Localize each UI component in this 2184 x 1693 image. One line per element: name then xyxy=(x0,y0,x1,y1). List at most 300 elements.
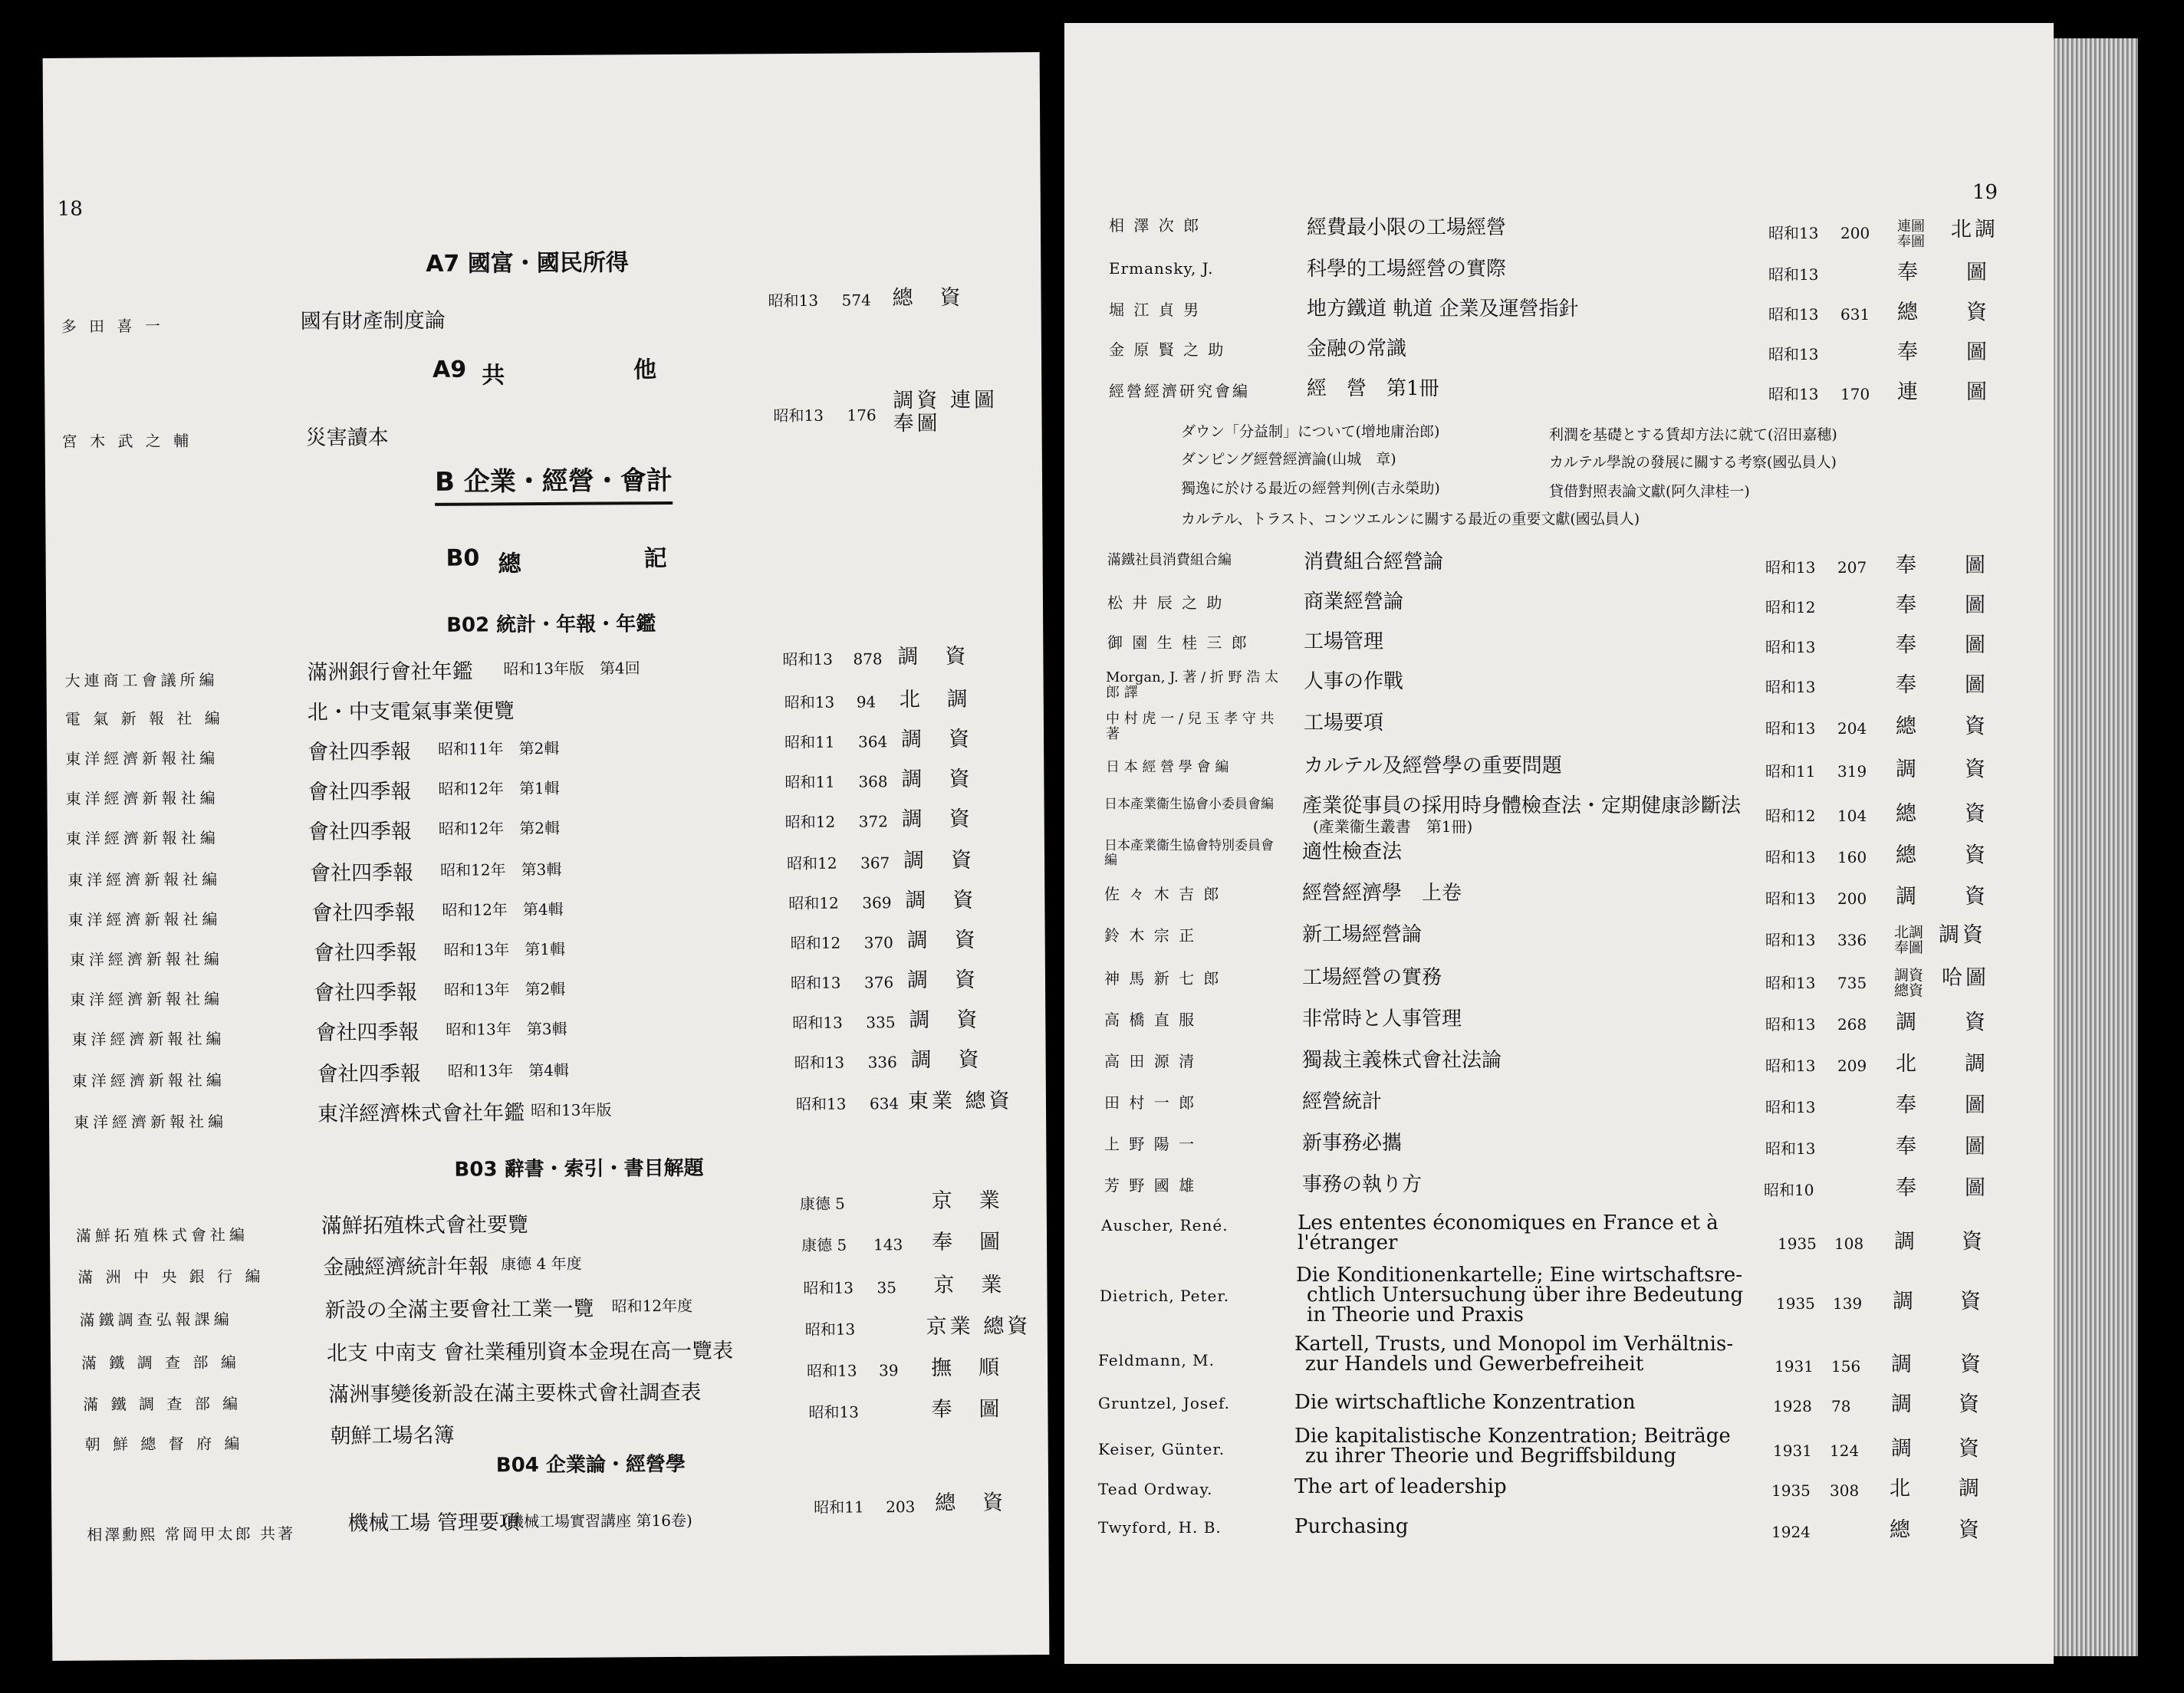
entry-location-2: 資 xyxy=(1960,1290,1984,1313)
entry-title: 災害讀本 xyxy=(305,426,389,450)
entry-pages: 200 xyxy=(1840,224,1870,242)
entry-pages: 268 xyxy=(1837,1015,1867,1034)
entry-title: 科學的工場經營の實際 xyxy=(1307,258,1507,281)
entry-era: 昭和12 xyxy=(786,853,837,873)
entry-location-2: 圖 xyxy=(1966,380,1990,404)
entry-title-line3: in Theorie und Praxis xyxy=(1307,1303,1524,1326)
entry-subtitle: 昭和13年 第1輯 xyxy=(443,939,565,959)
entry-author: 相 澤 次 郎 xyxy=(1109,216,1202,235)
entry-author: Morgan, J. 著 / 折 野 浩 太 郎 譯 xyxy=(1106,669,1279,701)
entry-location-2: 圖 xyxy=(1965,633,1988,657)
entry-subtitle: 康德 4 年度 xyxy=(501,1254,582,1274)
entry-subtitle: 昭和13年 第2輯 xyxy=(443,979,566,999)
left-page xyxy=(43,52,1050,1661)
entry-location: 調 資 xyxy=(905,888,977,913)
entry-era: 昭和13 xyxy=(792,1013,843,1033)
entry-title: 人事の作戰 xyxy=(1304,670,1404,693)
entry-era: 昭和13 xyxy=(1765,1098,1816,1116)
entry-title: 滿洲銀行會社年鑑 xyxy=(307,659,473,685)
entry-year: 1931 xyxy=(1774,1357,1814,1376)
entry-location-1: 北調 奉圖 xyxy=(1894,924,1924,956)
section-heading-a9-word1: 共 xyxy=(482,362,505,390)
entry-location-2: 資 xyxy=(1959,1437,1982,1461)
entry-location: 調 資 xyxy=(906,968,979,993)
entry-location-2: 資 xyxy=(1965,885,1988,909)
entry-location-1: 奉 xyxy=(1896,593,1919,617)
entry-author: 滿 洲 中 央 銀 行 編 xyxy=(77,1267,265,1287)
entry-author: 滿鐵社員消費組合編 xyxy=(1107,552,1232,568)
entry-era: 昭和11 xyxy=(784,772,835,792)
contents-item: ダンピング經營經濟論(山城 章) xyxy=(1181,451,1396,468)
entry-title: 商業經營論 xyxy=(1304,590,1404,613)
entry-location-1: 奉 xyxy=(1896,1093,1919,1117)
entry-title: 機械工場 管理要項 xyxy=(347,1511,520,1536)
entry-author: 滿鐵調查弘報課編 xyxy=(79,1310,233,1330)
entry-subtitle: 昭和12年 第2輯 xyxy=(438,818,561,838)
entry-title-line2: zu ihrer Theorie und Begriffsbildung xyxy=(1305,1445,1676,1468)
entry-location-2: 調資 xyxy=(1939,923,1986,947)
entry-title: 經費最小限の工場經營 xyxy=(1307,216,1507,239)
entry-era: 昭和12 xyxy=(784,812,836,832)
entry-location-2: 資 xyxy=(1962,1230,1985,1254)
entry-pages: 368 xyxy=(858,772,888,791)
entry-location-1: 奉 xyxy=(1897,261,1921,284)
page-number: 18 xyxy=(57,197,84,221)
entry-author: Feldmann, M. xyxy=(1098,1351,1215,1369)
entry-title-line2: zur Handels und Gewerbefreiheit xyxy=(1305,1353,1644,1376)
entry-location-2: 資 xyxy=(1960,1353,1984,1376)
entry-author: Twyford, H. B. xyxy=(1098,1518,1222,1537)
entry-author: 相澤勳熙 常岡甲太郎 共著 xyxy=(87,1524,296,1544)
entry-pages: 369 xyxy=(862,893,892,912)
entry-era: 昭和12 xyxy=(1765,807,1816,825)
entry-title: 會社四季報 xyxy=(308,820,412,844)
entry-location-1: 奉 xyxy=(1896,554,1919,577)
entry-subtitle: (產業衞生叢書 第1冊) xyxy=(1313,817,1473,836)
section-heading-a9-word2: 他 xyxy=(633,357,657,384)
entry-era: 昭和12 xyxy=(790,933,841,953)
entry-location: 京業 總資 xyxy=(926,1314,1031,1339)
entry-era: 昭和13 xyxy=(1765,1139,1816,1158)
entry-title-line1: Die Konditionenkartelle; Eine wirtschaftsre- xyxy=(1296,1264,1743,1287)
entry-pages: 170 xyxy=(1840,385,1870,403)
entry-era: 昭和13 xyxy=(784,692,835,712)
right-page xyxy=(1064,23,2054,1664)
entry-location: 調資 連圖 xyxy=(893,388,998,413)
entry-subtitle: 昭和12年 第3輯 xyxy=(440,860,562,879)
entry-title: 工場管理 xyxy=(1304,630,1384,653)
entry-author: 滿 鐵 調 查 部 編 xyxy=(83,1394,242,1414)
entry-location: 總 資 xyxy=(892,285,964,311)
entry-author: 電 氣 新 報 社 編 xyxy=(64,708,224,728)
entry-pages: 335 xyxy=(866,1013,896,1032)
entry-title: 會社四季報 xyxy=(310,861,414,886)
section-heading-b04: B04 企業論・經營學 xyxy=(495,1452,686,1478)
entry-era: 昭和13 xyxy=(1765,931,1816,949)
entry-year: 1924 xyxy=(1771,1523,1811,1541)
entry-author: 日本產業衞生協會特別委員會編 xyxy=(1104,838,1274,868)
entry-location-1: 調 xyxy=(1896,885,1919,909)
entry-author: 日 本 經 營 學 會 編 xyxy=(1106,759,1229,775)
entry-author: Keiser, Günter. xyxy=(1098,1440,1225,1458)
entry-title-line1: Les ententes économiques en France et à xyxy=(1298,1211,1719,1234)
entry-author: 經營經濟研究會編 xyxy=(1109,382,1250,400)
entry-author: 大連商工會議所編 xyxy=(64,670,219,690)
entry-author: 東洋經濟新報社編 xyxy=(65,788,219,808)
entry-location-1: 奉 xyxy=(1897,340,1921,364)
entry-subtitle: (機械工場實習講座 第16卷) xyxy=(502,1511,692,1531)
entry-pages: 735 xyxy=(1837,974,1867,992)
entry-era: 昭和13 xyxy=(768,291,819,311)
entry-title: 東洋經濟株式會社年鑑 xyxy=(317,1101,525,1126)
entry-title: 會社四季報 xyxy=(308,740,412,764)
entry-pages: 39 xyxy=(879,1361,899,1380)
entry-author: 多 田 喜 一 xyxy=(61,317,164,336)
entry-pages: 124 xyxy=(1830,1442,1860,1460)
entry-author: 堀 江 貞 男 xyxy=(1109,301,1202,319)
entry-location: 撫 順 xyxy=(930,1356,1003,1380)
entry-location: 北 調 xyxy=(899,687,971,712)
contents-item: 利潤を基礎とする賃却方法に就て(沼田嘉穗) xyxy=(1549,426,1837,443)
entry-location-1: 連圖 奉圖 xyxy=(1897,219,1925,250)
entry-era: 昭和13 xyxy=(1768,345,1819,363)
entry-location: 調 資 xyxy=(901,767,973,792)
entry-title: 朝鮮工場名簿 xyxy=(330,1423,455,1448)
entry-location-1: 總 xyxy=(1896,843,1919,867)
entry-era: 昭和12 xyxy=(788,893,839,913)
entry-title: 消費組合經營論 xyxy=(1304,551,1444,574)
entry-era: 昭和13 xyxy=(1765,848,1816,866)
page-number: 19 xyxy=(1972,181,1998,204)
entry-title: 產業從事員の採用時身體檢查法・定期健康診斷法 xyxy=(1302,794,1742,817)
entry-title: 事務の執り方 xyxy=(1302,1173,1423,1196)
entry-subtitle: 昭和13年版 xyxy=(530,1100,612,1120)
entry-author: 東洋經濟新報社編 xyxy=(71,1029,225,1049)
entry-location: 調 資 xyxy=(900,727,973,752)
entry-subtitle: 昭和12年度 xyxy=(611,1296,693,1316)
entry-title: 會社四季報 xyxy=(315,1021,419,1045)
entry-title-line1: Purchasing xyxy=(1294,1515,1409,1538)
entry-era: 昭和13 xyxy=(1768,224,1819,242)
entry-title-line1: Die kapitalistische Konzentration; Beiträge xyxy=(1294,1425,1731,1448)
entry-location-2: 北調 xyxy=(1951,218,1998,242)
entry-pages: 367 xyxy=(860,853,890,873)
section-heading-b03: B03 辭書・索引・書目解題 xyxy=(454,1156,704,1182)
entry-location-1: 總 xyxy=(1890,1518,1913,1542)
entry-location: 東業 總資 xyxy=(907,1089,1013,1114)
entry-era: 昭和13 xyxy=(1765,1057,1816,1075)
entry-era: 昭和13 xyxy=(795,1094,847,1114)
entry-author: 芳 野 國 雄 xyxy=(1104,1176,1197,1195)
entry-pages: 878 xyxy=(853,649,883,669)
entry-location-2: 資 xyxy=(1965,843,1988,867)
entry-location-1: 調 xyxy=(1896,758,1919,781)
entry-era: 昭和13 xyxy=(1765,974,1816,992)
entry-pages: 207 xyxy=(1837,558,1867,577)
entry-year: 1935 xyxy=(1776,1294,1815,1313)
entry-location-1: 北 xyxy=(1896,1052,1919,1076)
entry-location-2: 資 xyxy=(1959,1518,1982,1542)
entry-location-2: 資 xyxy=(1965,802,1988,826)
entry-location: 調 資 xyxy=(906,928,979,953)
entry-pages: 143 xyxy=(873,1235,903,1254)
entry-title: 滿鮮拓殖株式會社要覽 xyxy=(321,1213,529,1238)
entry-author: 東洋經濟新報社編 xyxy=(69,949,223,969)
contents-item: 獨逸に於ける最近の經營判例(吉永榮助) xyxy=(1181,480,1440,497)
entry-pages: 336 xyxy=(1837,931,1867,949)
entry-year: 1928 xyxy=(1773,1397,1812,1415)
entry-title: 北・中支電氣事業便覽 xyxy=(307,699,515,725)
entry-location-1: 總 xyxy=(1896,802,1919,826)
entry-title: 會社四季報 xyxy=(313,981,418,1005)
entry-location-2: 圖 xyxy=(1965,593,1988,617)
entry-pages: 370 xyxy=(863,933,893,952)
entry-title: 經營統計 xyxy=(1302,1090,1383,1113)
entry-location-2: 哈圖 xyxy=(1942,966,1989,990)
entry-pages: 176 xyxy=(847,406,877,425)
entry-era: 昭和13 xyxy=(790,973,841,993)
entry-era: 昭和13 xyxy=(1765,889,1816,908)
entry-era: 昭和13 xyxy=(807,1361,857,1380)
entry-location-2: 調 xyxy=(1965,1052,1988,1076)
entry-location: 調 資 xyxy=(909,1008,981,1033)
entry-location-2: 資 xyxy=(1965,1011,1988,1034)
entry-author: 田 村 一 郎 xyxy=(1104,1093,1197,1112)
contents-item: カルテル學說の發展に關する考察(國弘員人) xyxy=(1549,454,1837,471)
entry-location: 調 資 xyxy=(903,848,975,873)
entry-author: Ermansky, J. xyxy=(1109,259,1214,278)
entry-author: 東洋經濟新報社編 xyxy=(74,1112,228,1132)
entry-location-2: 調 xyxy=(1959,1477,1982,1501)
entry-era: 昭和13 xyxy=(1768,385,1819,403)
entry-era: 昭和13 xyxy=(1765,638,1816,656)
entry-title: 工場經營の實務 xyxy=(1302,966,1442,989)
entry-era: 昭和13 xyxy=(782,649,833,669)
entry-era: 昭和13 xyxy=(803,1278,854,1297)
entry-location-1: 奉 xyxy=(1896,1176,1919,1200)
entry-era: 昭和13 xyxy=(1765,558,1816,577)
entry-title: 新工場經營論 xyxy=(1302,923,1423,946)
entry-location-1: 調 xyxy=(1893,1290,1916,1313)
entry-author: Dietrich, Peter. xyxy=(1100,1287,1230,1305)
entry-era: 昭和13 xyxy=(1768,305,1819,324)
entry-title: 會社四季報 xyxy=(311,901,416,925)
entry-location-1: 北 xyxy=(1890,1477,1913,1501)
entry-pages: 308 xyxy=(1830,1481,1860,1500)
entry-location-2: 圖 xyxy=(1965,1176,1988,1200)
entry-author: Auscher, René. xyxy=(1101,1216,1228,1234)
entry-location-2: 資 xyxy=(1966,301,1990,324)
entry-year: 1935 xyxy=(1778,1234,1817,1253)
entry-location-2: 圖 xyxy=(1965,1093,1988,1117)
entry-era: 昭和13 xyxy=(1765,719,1816,738)
entry-title: 經營經濟學 上卷 xyxy=(1302,882,1462,905)
entry-title: 會社四季報 xyxy=(317,1062,421,1086)
entry-location-1: 連 xyxy=(1897,380,1921,404)
entry-author: 御 園 生 桂 三 郎 xyxy=(1107,633,1249,652)
entry-title: 金融の常識 xyxy=(1307,337,1407,360)
entry-era: 昭和13 xyxy=(804,1320,856,1339)
entry-title: 經 營 第1冊 xyxy=(1307,377,1439,400)
entry-era: 康德 5 xyxy=(801,1235,847,1254)
entry-location: 奉 圖 xyxy=(931,1230,1004,1254)
entry-location-1: 調 xyxy=(1891,1392,1915,1416)
entry-author: Tead Ordway. xyxy=(1098,1480,1213,1498)
entry-author: 滿鮮拓殖株式會社編 xyxy=(75,1225,249,1245)
entry-location: 京 業 xyxy=(931,1188,1003,1213)
entry-author: 東洋經濟新報社編 xyxy=(65,828,219,848)
entry-location-2: 資 xyxy=(1965,715,1988,738)
entry-title-line1: Die wirtschaftliche Konzentration xyxy=(1294,1391,1636,1414)
entry-title: 獨裁主義株式會社法論 xyxy=(1302,1049,1502,1072)
entry-location: 奉 圖 xyxy=(931,1397,1003,1422)
entry-title: 適性檢查法 xyxy=(1302,840,1403,863)
entry-title: 新設の全滿主要會社工業一覽 xyxy=(324,1297,594,1323)
entry-location-2: 奉圖 xyxy=(893,411,941,436)
entry-pages: 104 xyxy=(1837,807,1867,825)
entry-title: 會社四季報 xyxy=(308,780,412,804)
entry-author: 滿 鐵 調 查 部 編 xyxy=(81,1353,240,1372)
entry-pages: 200 xyxy=(1837,889,1867,908)
book-page-edge xyxy=(2054,38,2138,1656)
entry-title: 地方鐵道 軌道 企業及運營指針 xyxy=(1307,298,1579,321)
entry-author: 東洋經濟新報社編 xyxy=(67,909,222,929)
entry-pages: 35 xyxy=(877,1278,896,1297)
entry-era: 昭和10 xyxy=(1764,1181,1814,1199)
section-heading-b0-word2: 記 xyxy=(643,545,667,573)
entry-title: 國有財產制度論 xyxy=(300,308,446,334)
entry-author: 高 橋 直 服 xyxy=(1104,1011,1197,1029)
section-heading-b02: B02 統計・年報・年鑑 xyxy=(446,613,656,637)
entry-era: 康德 5 xyxy=(799,1194,845,1213)
entry-pages: 631 xyxy=(1840,305,1870,324)
section-heading-b0-word1: 總 xyxy=(498,551,521,578)
entry-location: 調 資 xyxy=(901,807,973,832)
entry-location-1: 奉 xyxy=(1896,633,1919,657)
entry-pages: 156 xyxy=(1831,1357,1861,1376)
entry-era: 昭和11 xyxy=(1765,762,1816,781)
entry-title: 非常時と人事管理 xyxy=(1302,1008,1462,1031)
entry-location: 調 資 xyxy=(910,1047,982,1073)
entry-pages: 634 xyxy=(869,1094,900,1113)
entry-pages: 372 xyxy=(858,812,888,831)
entry-pages: 160 xyxy=(1837,848,1867,866)
entry-subtitle: 昭和13年 第3輯 xyxy=(446,1019,567,1039)
entry-location-2: 圖 xyxy=(1966,340,1990,364)
entry-location: 調 資 xyxy=(897,644,969,669)
entry-title: 新事務必攜 xyxy=(1302,1132,1403,1155)
entry-subtitle: 昭和13年版 第4回 xyxy=(503,659,640,679)
entry-era: 昭和13 xyxy=(794,1053,845,1073)
entry-pages: 204 xyxy=(1837,719,1867,738)
entry-location-2: 圖 xyxy=(1965,1135,1988,1159)
entry-author: 金 原 賢 之 助 xyxy=(1109,340,1226,359)
entry-title: 北支 中南支 會社業種別資本金現在高一覽表 xyxy=(326,1339,734,1366)
entry-era: 昭和13 xyxy=(1768,265,1819,284)
entry-author: 神 馬 新 七 郎 xyxy=(1104,969,1222,988)
entry-location-1: 調 xyxy=(1891,1437,1915,1461)
entry-author: 東洋經濟新報社編 xyxy=(70,989,224,1009)
entry-era: 昭和13 xyxy=(1765,678,1816,696)
entry-author: 東洋經濟新報社編 xyxy=(71,1070,225,1090)
entry-author: 東洋經濟新報社編 xyxy=(67,870,222,889)
entry-location-2: 資 xyxy=(1965,758,1988,781)
entry-pages: 574 xyxy=(841,291,871,310)
entry-era: 昭和13 xyxy=(1765,1015,1816,1034)
entry-year: 1931 xyxy=(1773,1442,1812,1460)
entry-author: Gruntzel, Josef. xyxy=(1098,1394,1231,1412)
entry-pages: 78 xyxy=(1831,1397,1851,1415)
entry-author: 宮 木 武 之 輔 xyxy=(61,431,193,451)
entry-pages: 319 xyxy=(1837,762,1867,781)
entry-author: 朝 鮮 總 督 府 編 xyxy=(84,1434,244,1454)
entry-location-2: 圖 xyxy=(1965,554,1988,577)
entry-title: 滿洲事變後新設在滿主要株式會社調查表 xyxy=(328,1380,702,1407)
entry-location-1: 奉 xyxy=(1896,673,1919,697)
entry-subtitle: 昭和13年 第4輯 xyxy=(447,1060,569,1080)
section-heading-b: B 企業・經營・會計 xyxy=(435,459,673,506)
contents-item: 貸借對照表論文獻(阿久津桂一) xyxy=(1549,483,1750,500)
entry-author: 上 野 陽 一 xyxy=(1104,1135,1197,1153)
entry-location-1: 總 xyxy=(1897,301,1921,324)
entry-year: 1935 xyxy=(1771,1481,1811,1500)
entry-location-2: 圖 xyxy=(1965,673,1988,697)
section-heading-b0: B0 xyxy=(446,544,480,572)
entry-title: カルテル及經營學の重要問題 xyxy=(1304,754,1562,777)
entry-era: 昭和12 xyxy=(1765,598,1816,616)
entry-pages: 108 xyxy=(1834,1234,1864,1253)
entry-era: 昭和13 xyxy=(773,406,824,426)
entry-location-2: 資 xyxy=(1959,1392,1982,1416)
entry-subtitle: 昭和12年 第1輯 xyxy=(438,778,560,798)
entry-author: 東洋經濟新報社編 xyxy=(65,748,219,768)
entry-author: 中 村 虎 一 / 兒 玉 孝 守 共著 xyxy=(1106,711,1275,742)
entry-pages: 94 xyxy=(856,692,877,712)
entry-title: 會社四季報 xyxy=(313,941,417,965)
entry-author: 佐 々 木 吉 郎 xyxy=(1104,885,1222,903)
entry-subtitle: 昭和12年 第4輯 xyxy=(442,899,564,919)
section-heading-a7: A7 國富・國民所得 xyxy=(426,249,629,278)
entry-pages: 203 xyxy=(886,1497,916,1517)
entry-pages: 139 xyxy=(1833,1294,1863,1313)
entry-pages: 364 xyxy=(858,732,888,751)
entry-title: 金融經濟統計年報 xyxy=(323,1254,489,1280)
entry-pages: 209 xyxy=(1837,1057,1867,1075)
entry-location: 總 資 xyxy=(935,1491,1007,1515)
entry-title-line2: chtlich Untersuchung über ihre Bedeutung xyxy=(1307,1284,1744,1307)
entry-location-1: 調 xyxy=(1891,1353,1915,1376)
entry-pages: 336 xyxy=(867,1053,897,1072)
entry-title-line2: l'étranger xyxy=(1298,1231,1398,1254)
entry-subtitle: 昭和11年 第2輯 xyxy=(438,738,560,758)
entry-location-1: 奉 xyxy=(1896,1135,1919,1159)
entry-location-2: 圖 xyxy=(1966,261,1990,284)
entry-author: 鈴 木 宗 正 xyxy=(1104,926,1197,945)
contents-item: カルテル、トラスト、コンツエルンに關する最近の重要文獻(國弘員人) xyxy=(1181,511,1640,528)
entry-location: 京 業 xyxy=(933,1273,1005,1297)
contents-item: ダウン「分益制」について(增地庸治郎) xyxy=(1181,423,1440,440)
entry-era: 昭和13 xyxy=(808,1402,859,1422)
entry-location-1: 調資 總資 xyxy=(1894,967,1924,999)
entry-location-1: 總 xyxy=(1896,715,1919,738)
entry-author: 松 井 辰 之 助 xyxy=(1107,593,1225,612)
entry-title-line1: Kartell, Trusts, und Monopol im Verhältnis- xyxy=(1294,1333,1734,1356)
entry-era: 昭和11 xyxy=(784,732,835,752)
entry-era: 昭和11 xyxy=(814,1497,864,1517)
entry-location-1: 調 xyxy=(1896,1011,1919,1034)
entry-author: 日本產業衞生協會小委員會編 xyxy=(1104,797,1274,812)
entry-title: 工場要項 xyxy=(1304,712,1384,735)
